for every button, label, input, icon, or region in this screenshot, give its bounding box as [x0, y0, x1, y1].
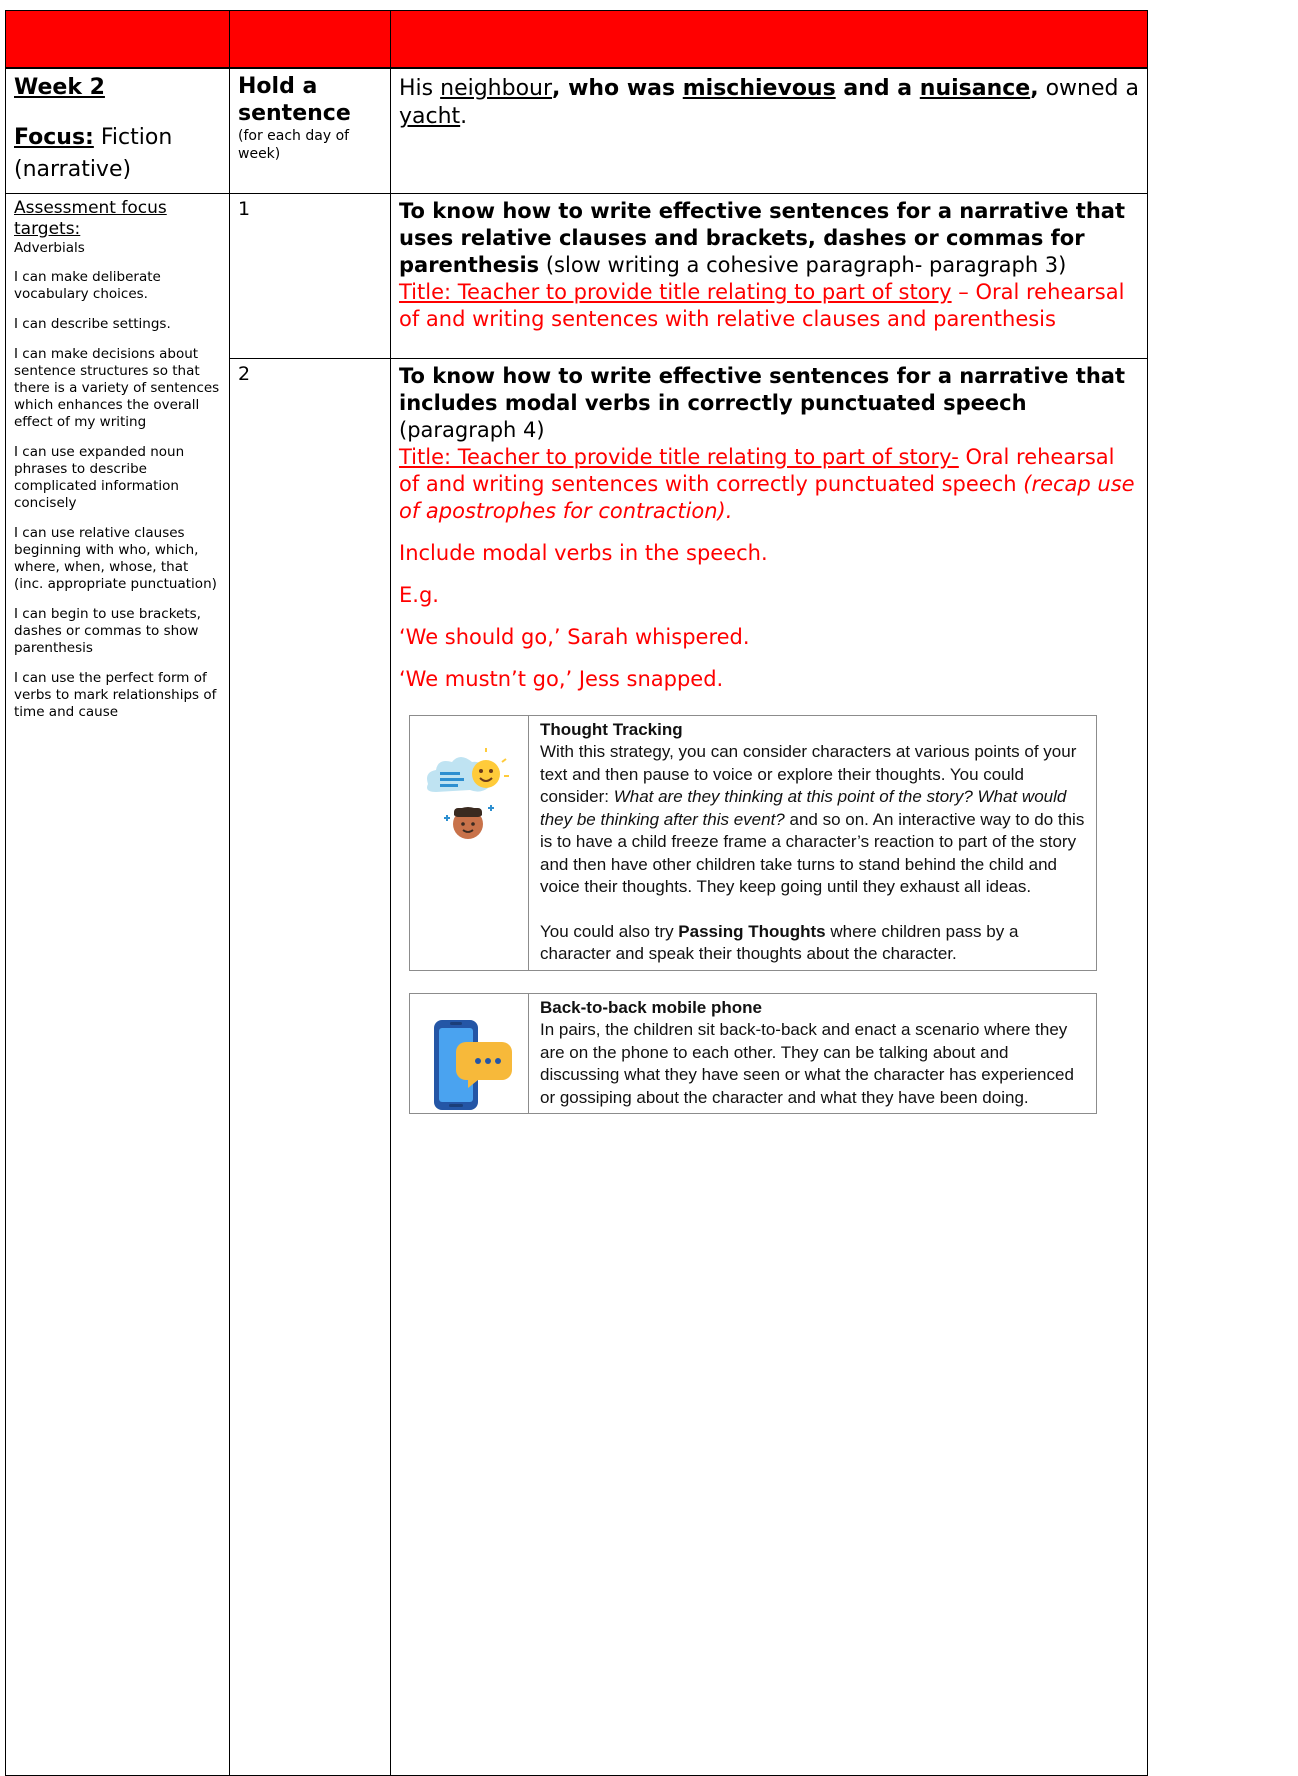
- focus-line: [14, 122, 221, 186]
- assessment-title: Assessment focus targets:: [14, 197, 167, 239]
- assessment-target: I can use expanded noun phrases to describe complicated information concisely: [14, 443, 185, 511]
- day-1-title: Title: Teacher to provide title relating to part of story – Oral rehearsal of and writing sentences with relative clauses and parenthesis: [399, 279, 1125, 331]
- assessment-target: I can begin to use brackets, dashes or commas to show parenthesis: [14, 605, 201, 656]
- day-1-content-cell: [391, 193, 1148, 358]
- assessment-cell: [6, 193, 230, 1776]
- model-sentence: His neighbour, who was mischievous and a nuisance, owned a yacht.: [399, 76, 1139, 129]
- hold-sentence-title: [238, 73, 382, 127]
- focus-value: Fiction: [100, 125, 173, 150]
- hold-sentence-subtitle: (for each day of week): [238, 128, 350, 162]
- assessment-target: I can use relative clauses beginning with who, which, where, when, whose, that (inc. appropriate punctuation): [14, 524, 217, 592]
- strategy-card-thought-tracking: [409, 715, 1097, 971]
- example-label: E.g.: [399, 582, 439, 607]
- assessment-target: I can make decisions about sentence structures so that there is a variety of sentences which enhances the overall effect of my writing: [14, 345, 220, 430]
- strategy-title: Back-to-back mobile phone: [540, 997, 762, 1017]
- example-sentence: ‘We should go,’ Sarah whispered.: [399, 624, 750, 649]
- hold-title-line2: sentence: [238, 101, 351, 126]
- focus-sub: (narrative): [14, 157, 132, 182]
- hold-sentence-label-cell: [230, 68, 391, 193]
- hold-sentence-row: [6, 68, 1148, 193]
- day-number: 1: [238, 197, 251, 220]
- strategy-text: [540, 994, 1096, 1114]
- day-2-objective: To know how to write effective sentences for a narrative that includes modal verbs in correctly punctuated speech (paragraph 4): [399, 363, 1125, 442]
- strategy-icon-cell: [410, 994, 529, 1114]
- word-yacht: yacht: [399, 104, 461, 129]
- lesson-plan-table: [5, 10, 1148, 1776]
- focus-label: Focus:: [14, 125, 94, 150]
- day-2-title-link: Title: Teacher to provide title relating to part of story-: [399, 444, 959, 469]
- strategy-text: [540, 716, 1096, 970]
- strategy-description: With this strategy, you can consider characters at various points of your text and then pause to voice or explore their thoughts. You could consider: What are they thinking at this point of the story? What would they be thinking after this event? and so on. An interactive way to do this is to have a child freeze frame a character’s reaction to part of the story and then have other children take turns to stand behind the child and voice their thoughts. They keep going until they exhaust all ideas.: [540, 742, 1085, 896]
- assessment-target: I can make deliberate vocabulary choices.: [14, 268, 161, 302]
- strategy-icon-cell: [410, 716, 529, 970]
- header-row: [6, 11, 1148, 69]
- day-2-content-cell: [391, 358, 1148, 1776]
- day-number: 2: [238, 362, 251, 385]
- strategy-card-back-to-back-phone: [409, 993, 1097, 1115]
- header-cell-3: [391, 11, 1148, 69]
- assessment-subtitle: Adverbials: [14, 239, 85, 256]
- example-sentence: ‘We mustn’t go,’ Jess snapped.: [399, 666, 724, 691]
- header-cell-2: [230, 11, 391, 69]
- assessment-target: I can describe settings.: [14, 315, 171, 332]
- day-2-number-cell: [230, 358, 391, 1776]
- day-1-number-cell: [230, 193, 391, 358]
- day-1-title-link: Title: Teacher to provide title relating to part of story: [399, 279, 952, 304]
- overview-cell: [6, 68, 230, 193]
- week-title: Week 2: [14, 75, 105, 100]
- header-cell-1: [6, 11, 230, 69]
- word-nuisance: nuisance: [919, 76, 1031, 101]
- mobile-phone-chat-icon: [410, 998, 528, 1128]
- word-neighbour: neighbour: [440, 76, 553, 101]
- strategy-extra: You could also try Passing Thoughts where children pass by a character and speak their thoughts about the character.: [540, 921, 1019, 963]
- word-mischievous: mischievous: [682, 76, 836, 101]
- assessment-target: I can use the perfect form of verbs to mark relationships of time and cause: [14, 669, 217, 720]
- hold-title-line1: Hold a: [238, 74, 318, 99]
- modal-note: Include modal verbs in the speech.: [399, 540, 768, 565]
- strategy-title: Thought Tracking: [540, 719, 683, 739]
- day-1-objective: To know how to write effective sentences for a narrative that uses relative clauses and brackets, dashes or commas for parenthesis (slow writing a cohesive paragraph- paragraph 3): [399, 198, 1125, 277]
- strategy-description: In pairs, the children sit back-to-back and enact a scenario where they are on the phone to each other. They can be talking about and discussing what they have seen or what the character has experienced or gossiping about the character and what they have been doing.: [540, 1020, 1074, 1107]
- day-2-title: Title: Teacher to provide title relating to part of story- Oral rehearsal of and writing sentences with correctly punctuated speech (recap use of apostrophes for contraction).: [399, 444, 1135, 523]
- day-1-row: [6, 193, 1148, 358]
- thought-bubble-child-icon: [410, 732, 528, 862]
- model-sentence-cell: [391, 68, 1148, 193]
